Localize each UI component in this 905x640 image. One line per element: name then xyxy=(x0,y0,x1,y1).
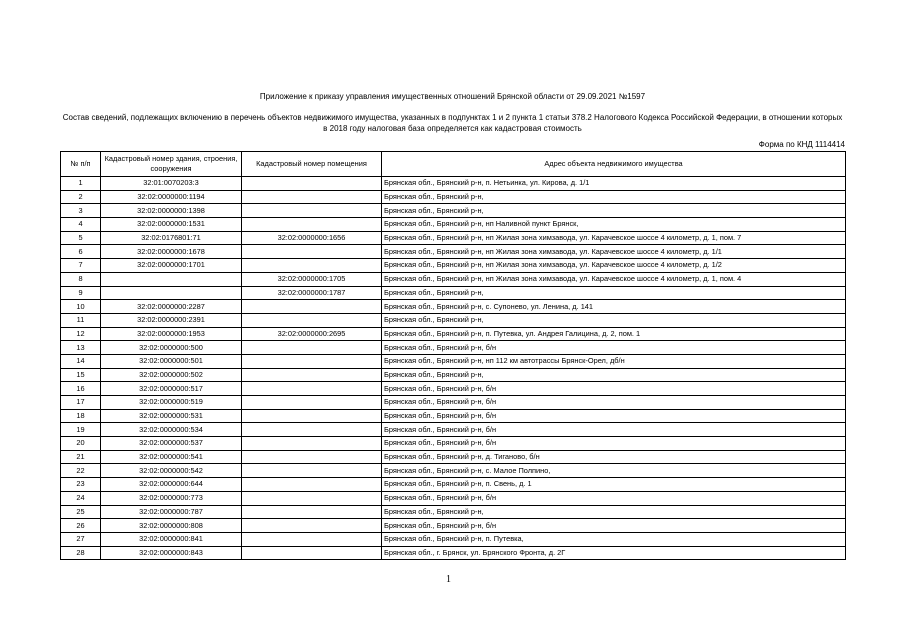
cell-building-cadastral: 32:02:0000000:808 xyxy=(101,519,242,533)
cell-building-cadastral: 32:02:0000000:519 xyxy=(101,396,242,410)
cell-number: 3 xyxy=(61,204,101,218)
cell-room-cadastral xyxy=(242,368,382,382)
table-row xyxy=(61,519,846,533)
cell-number: 22 xyxy=(61,464,101,478)
cell-number: 17 xyxy=(61,396,101,410)
table-row xyxy=(61,505,846,519)
cell-building-cadastral: 32:02:0000000:2287 xyxy=(101,300,242,314)
cell-building-cadastral: 32:02:0000000:500 xyxy=(101,341,242,355)
table-row xyxy=(61,354,846,368)
cell-building-cadastral: 32:02:0000000:787 xyxy=(101,505,242,519)
cell-room-cadastral xyxy=(242,382,382,396)
cell-number: 21 xyxy=(61,450,101,464)
cell-room-cadastral xyxy=(242,450,382,464)
cell-address: Брянская обл., Брянский р-н, б/н xyxy=(382,396,846,410)
document-title: Состав сведений, подлежащих включению в перечень объектов недвижимого имущества, указанных в подпунктах 1 и 2 пункта 1 статьи 378.2 Налогового Кодекса Российской Федерации, в отношении которых в 2018 году налоговая база определяется как кадастровая стоимость xyxy=(62,113,843,133)
cell-address: Брянская обл., г. Брянск, ул. Брянского Фронта, д. 2Г xyxy=(382,546,846,560)
cell-room-cadastral xyxy=(242,546,382,560)
table-row xyxy=(61,313,846,327)
cell-address: Брянская обл., Брянский р-н, п. Нетьинка, ул. Кирова, д. 1/1 xyxy=(382,177,846,191)
cell-address: Брянская обл., Брянский р-н, xyxy=(382,505,846,519)
order-reference: Приложение к приказу управления имущественных отношений Брянской области от 29.09.2021 №1597 xyxy=(259,92,646,101)
cell-address: Брянская обл., Брянский р-н, нп Жилая зона химзавода, ул. Карачевское шоссе 4 километр, д. 1/2 xyxy=(382,259,846,273)
cell-number: 13 xyxy=(61,341,101,355)
cell-address: Брянская обл., Брянский р-н, б/н xyxy=(382,437,846,451)
cell-address: Брянская обл., Брянский р-н, б/н xyxy=(382,409,846,423)
cell-building-cadastral: 32:02:0000000:541 xyxy=(101,450,242,464)
cell-building-cadastral: 32:02:0176801:71 xyxy=(101,231,242,245)
cell-room-cadastral xyxy=(242,354,382,368)
cell-room-cadastral xyxy=(242,177,382,191)
table-row xyxy=(61,491,846,505)
cell-building-cadastral: 32:02:0000000:1398 xyxy=(101,204,242,218)
table-row xyxy=(61,478,846,492)
cell-room-cadastral: 32:02:0000000:1656 xyxy=(242,231,382,245)
table-row xyxy=(61,327,846,341)
cell-building-cadastral: 32:02:0000000:644 xyxy=(101,478,242,492)
table-row xyxy=(61,177,846,191)
cell-number: 25 xyxy=(61,505,101,519)
cell-room-cadastral xyxy=(242,313,382,327)
cell-building-cadastral: 32:02:0000000:502 xyxy=(101,368,242,382)
cell-building-cadastral: 32:02:0000000:537 xyxy=(101,437,242,451)
cell-building-cadastral: 32:02:0000000:517 xyxy=(101,382,242,396)
cell-number: 23 xyxy=(61,478,101,492)
cell-building-cadastral: 32:02:0000000:531 xyxy=(101,409,242,423)
cell-building-cadastral: 32:02:0000000:2391 xyxy=(101,313,242,327)
cell-room-cadastral xyxy=(242,423,382,437)
cell-room-cadastral: 32:02:0000000:1787 xyxy=(242,286,382,300)
table-row xyxy=(61,341,846,355)
cell-address: Брянская обл., Брянский р-н, нп Жилая зона химзавода, ул. Карачевское шоссе 4 километр, д. 1, пом. 4 xyxy=(382,272,846,286)
cell-building-cadastral: 32:02:0000000:1678 xyxy=(101,245,242,259)
cell-number: 5 xyxy=(61,231,101,245)
cell-building-cadastral: 32:02:0000000:501 xyxy=(101,354,242,368)
table-row xyxy=(61,409,846,423)
cell-address: Брянская обл., Брянский р-н, нп Наливной пункт Брянск, xyxy=(382,218,846,232)
cell-number: 4 xyxy=(61,218,101,232)
cell-address: Брянская обл., Брянский р-н, xyxy=(382,368,846,382)
cell-room-cadastral xyxy=(242,300,382,314)
cell-room-cadastral: 32:02:0000000:2695 xyxy=(242,327,382,341)
table-row xyxy=(61,259,846,273)
cell-address: Брянская обл., Брянский р-н, нп Жилая зона химзавода, ул. Карачевское шоссе 4 километр, д. 1/1 xyxy=(382,245,846,259)
table-row xyxy=(61,190,846,204)
cell-address: Брянская обл., Брянский р-н, нп 112 км автотрассы Брянск-Орел, дб/н xyxy=(382,354,846,368)
cell-address: Брянская обл., Брянский р-н, п. Свень, д. 1 xyxy=(382,478,846,492)
table-row xyxy=(61,218,846,232)
page-number: 1 xyxy=(446,574,451,585)
table-row xyxy=(61,204,846,218)
cell-number: 1 xyxy=(61,177,101,191)
cell-number: 14 xyxy=(61,354,101,368)
col-header-room-cadastral: Кадастровый номер помещения xyxy=(242,152,382,177)
table-row xyxy=(61,437,846,451)
cell-room-cadastral xyxy=(242,396,382,410)
cell-building-cadastral xyxy=(101,272,242,286)
cell-room-cadastral xyxy=(242,464,382,478)
form-code: Форма по КНД 1114414 xyxy=(758,140,845,149)
cell-address: Брянская обл., Брянский р-н, xyxy=(382,313,846,327)
cell-building-cadastral: 32:02:0000000:1531 xyxy=(101,218,242,232)
cell-number: 10 xyxy=(61,300,101,314)
cell-building-cadastral xyxy=(101,286,242,300)
cell-address: Брянская обл., Брянский р-н, б/н xyxy=(382,341,846,355)
cell-address: Брянская обл., Брянский р-н, нп Жилая зона химзавода, ул. Карачевское шоссе 4 километр, д. 1, пом. 7 xyxy=(382,231,846,245)
cell-number: 26 xyxy=(61,519,101,533)
cell-building-cadastral: 32:02:0000000:1194 xyxy=(101,190,242,204)
cell-number: 16 xyxy=(61,382,101,396)
cell-room-cadastral: 32:02:0000000:1705 xyxy=(242,272,382,286)
cell-address: Брянская обл., Брянский р-н, б/н xyxy=(382,491,846,505)
property-table xyxy=(60,151,846,560)
cell-building-cadastral: 32:02:0000000:534 xyxy=(101,423,242,437)
cell-building-cadastral: 32:02:0000000:1953 xyxy=(101,327,242,341)
cell-number: 24 xyxy=(61,491,101,505)
cell-number: 8 xyxy=(61,272,101,286)
table-row xyxy=(61,532,846,546)
cell-building-cadastral: 32:02:0000000:773 xyxy=(101,491,242,505)
table-row xyxy=(61,272,846,286)
cell-number: 15 xyxy=(61,368,101,382)
table-row xyxy=(61,368,846,382)
cell-room-cadastral xyxy=(242,190,382,204)
table-row xyxy=(61,396,846,410)
cell-address: Брянская обл., Брянский р-н, п. Путевка, ул. Андрея Галицина, д. 2, пом. 1 xyxy=(382,327,846,341)
cell-address: Брянская обл., Брянский р-н, б/н xyxy=(382,382,846,396)
cell-address: Брянская обл., Брянский р-н, с. Супонево, ул. Ленина, д. 141 xyxy=(382,300,846,314)
cell-building-cadastral: 32:01:0070203:3 xyxy=(101,177,242,191)
cell-number: 11 xyxy=(61,313,101,327)
cell-room-cadastral xyxy=(242,204,382,218)
table-row xyxy=(61,546,846,560)
cell-number: 2 xyxy=(61,190,101,204)
cell-room-cadastral xyxy=(242,218,382,232)
table-row xyxy=(61,286,846,300)
cell-room-cadastral xyxy=(242,478,382,492)
table-row xyxy=(61,300,846,314)
cell-number: 7 xyxy=(61,259,101,273)
cell-address: Брянская обл., Брянский р-н, xyxy=(382,286,846,300)
cell-room-cadastral xyxy=(242,341,382,355)
table-row xyxy=(61,450,846,464)
col-header-number: № п/п xyxy=(61,152,101,177)
cell-number: 27 xyxy=(61,532,101,546)
cell-room-cadastral xyxy=(242,532,382,546)
cell-address: Брянская обл., Брянский р-н, xyxy=(382,190,846,204)
cell-number: 19 xyxy=(61,423,101,437)
cell-room-cadastral xyxy=(242,437,382,451)
table-row xyxy=(61,245,846,259)
cell-room-cadastral xyxy=(242,519,382,533)
col-header-address: Адрес объекта недвижимого имущества xyxy=(382,152,846,177)
col-header-building-cadastral: Кадастровый номер здания, строения, сооружения xyxy=(101,152,242,177)
cell-building-cadastral: 32:02:0000000:1701 xyxy=(101,259,242,273)
table-row xyxy=(61,423,846,437)
cell-room-cadastral xyxy=(242,491,382,505)
cell-number: 28 xyxy=(61,546,101,560)
cell-number: 20 xyxy=(61,437,101,451)
cell-building-cadastral: 32:02:0000000:841 xyxy=(101,532,242,546)
cell-room-cadastral xyxy=(242,409,382,423)
table-row xyxy=(61,464,846,478)
cell-number: 6 xyxy=(61,245,101,259)
cell-room-cadastral xyxy=(242,259,382,273)
cell-address: Брянская обл., Брянский р-н, б/н xyxy=(382,519,846,533)
cell-room-cadastral xyxy=(242,505,382,519)
table-row xyxy=(61,382,846,396)
cell-number: 18 xyxy=(61,409,101,423)
cell-room-cadastral xyxy=(242,245,382,259)
cell-building-cadastral: 32:02:0000000:542 xyxy=(101,464,242,478)
cell-building-cadastral: 32:02:0000000:843 xyxy=(101,546,242,560)
table-header-row xyxy=(61,152,846,177)
table-row xyxy=(61,231,846,245)
cell-number: 9 xyxy=(61,286,101,300)
cell-address: Брянская обл., Брянский р-н, п. Путевка, xyxy=(382,532,846,546)
cell-address: Брянская обл., Брянский р-н, б/н xyxy=(382,423,846,437)
cell-address: Брянская обл., Брянский р-н, д. Тиганово, б/н xyxy=(382,450,846,464)
cell-address: Брянская обл., Брянский р-н, с. Малое Полпино, xyxy=(382,464,846,478)
cell-address: Брянская обл., Брянский р-н, xyxy=(382,204,846,218)
cell-number: 12 xyxy=(61,327,101,341)
